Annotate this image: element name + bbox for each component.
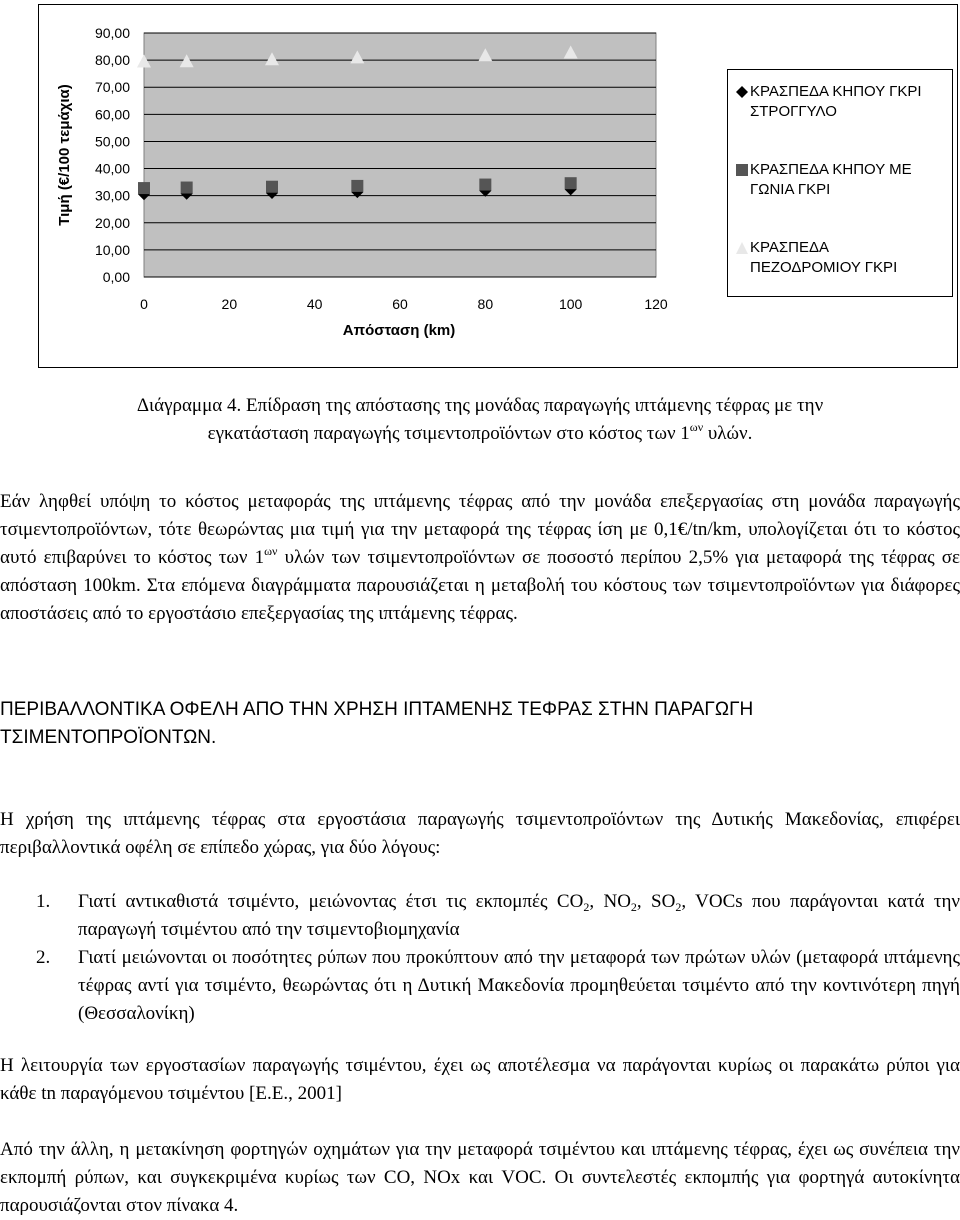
square-marker-icon [736, 164, 748, 176]
y-tick-label: 40,00 [94, 160, 130, 177]
paragraph-pollutants: Η λειτουργία των εργοστασίων παραγωγής τσιμέντου, έχει ως αποτέλεσμα να παράγονται κυρίως οι παρακάτω ρύποι για κάθε tn παραγόμενου τσιμέντου [Ε.Ε., 2001] [0, 1055, 960, 1104]
triangle-marker-icon [736, 242, 748, 254]
caption-line1: Διάγραμμα 4. Επίδραση της απόστασης της μονάδας παραγωγής ιπτάμενης τέφρας με την [136, 395, 824, 416]
data-point-square [351, 180, 363, 192]
y-tick-label: 80,00 [94, 52, 130, 69]
y-tick-label: 50,00 [94, 133, 130, 150]
x-tick-label: 100 [558, 296, 583, 312]
chart-frame [38, 4, 958, 368]
legend-item-corner [736, 160, 950, 200]
legend-label: ΚΡΑΣΠΕΔΑ ΚΗΠΟΥ ΓΚΡΙ ΣΤΡΟΓΓΥΛΟ [750, 83, 922, 120]
data-point-square [565, 177, 577, 189]
data-point-square [479, 179, 491, 191]
x-tick-label: 80 [477, 296, 494, 312]
y-tick-label: 70,00 [94, 79, 130, 96]
paragraph-transport-cost: Εάν ληφθεί υπόψη το κόστος μεταφοράς της ιπτάμενης τέφρας από την μονάδα επεξεργασίας στη μονάδα παραγωγής τσιμεντοπροϊόντων, τότε θεωρώντας μια τιμή για την μεταφορά της τέφρας ίση με 0,1€/tn/km, υπολογίζεται ότι το κόστος αυτό επιβαρύνει το κόστος των $1^{\omega\nu}$ υλών των τσιμεντοπροϊόντων σε ποσοστό περίπου 2,5% για μεταφορά της τέφρας σε απόσταση 100km. Στα επόμενα διαγράμματα παρουσιάζεται η μεταβολή του κόστους των τσιμεντοπροϊόντων για διάφορες αποστάσεις από το εργοστάσιο επεξεργασίας της ιπτάμενης τέφρας. [0, 491, 960, 624]
x-tick-label: 40 [306, 296, 323, 312]
x-tick-label: 0 [140, 296, 148, 312]
plot-area [144, 33, 656, 277]
x-tick-label: 20 [221, 296, 238, 312]
x-tick-label: 60 [392, 296, 408, 312]
y-tick-label: 60,00 [94, 106, 130, 123]
data-point-square [181, 182, 193, 194]
chart-legend [727, 69, 953, 297]
data-point-square [266, 181, 278, 193]
y-tick-label: 90,00 [94, 25, 130, 41]
legend-label: ΚΡΑΣΠΕΔΑ ΠΕΖΟΔΡΟΜΙΟΥ ΓΚΡΙ [750, 239, 898, 276]
y-tick-label: 10,00 [94, 241, 130, 258]
y-tick-label: 0,00 [102, 269, 130, 285]
legend-item-round [736, 82, 950, 122]
y-tick-label: 20,00 [94, 214, 130, 231]
paragraph-benefits: Η χρήση της ιπτάμενης τέφρας στα εργοστάσια παραγωγής τσιμεντοπροϊόντων της Δυτικής Μακεδονίας, επιφέρει περιβαλλοντικά οφέλη σε επίπεδο χώρας, για δύο λόγους: [0, 809, 960, 858]
x-tick-label: 120 [644, 296, 668, 312]
caption-line2: εγκατάσταση παραγωγής τσιμεντοπροϊόντων στο κόστος των $1^{\omega\nu}$ υλών. [207, 420, 753, 444]
x-axis-label: Απόσταση (km) [342, 322, 456, 339]
y-axis-label: Τιμή (€/100 τεμάχια) [56, 84, 73, 226]
section-heading: ΠΕΡΙΒΑΛΛΟΝΤΙΚΑ ΟΦΕΛΗ ΑΠΟ ΤΗΝ ΧΡΗΣΗ ΙΠΤΑΜΕΝΗΣ ΤΕΦΡΑΣ ΣΤΗΝ ΠΑΡΑΓΩΓΗ ΤΣΙΜΕΝΤΟΠΡΟΪΟΝΤΩΝ. [0, 699, 754, 748]
paragraph-trucks: Από την άλλη, η μετακίνηση φορτηγών οχημάτων για την μεταφορά τσιμέντου και ιπτάμενης τέφρας, έχει ως συνέπεια την εκπομπή ρύπων, και συγκεκριμένα κυρίως των CO, NOx και VOC. Οι συντελεστές εκπομπής για φορτηγά αυτοκίνητα παρουσιάζονται στον πίνακα 4. [0, 1139, 960, 1216]
y-tick-label: 30,00 [94, 187, 130, 204]
figure-caption [0, 392, 960, 448]
diamond-marker-icon [736, 86, 748, 98]
legend-item-sidewalk [736, 238, 950, 278]
data-point-square [138, 182, 150, 194]
legend-label: ΚΡΑΣΠΕΔΑ ΚΗΠΟΥ ΜΕ ΓΩΝΙΑ ΓΚΡΙ [750, 161, 912, 198]
